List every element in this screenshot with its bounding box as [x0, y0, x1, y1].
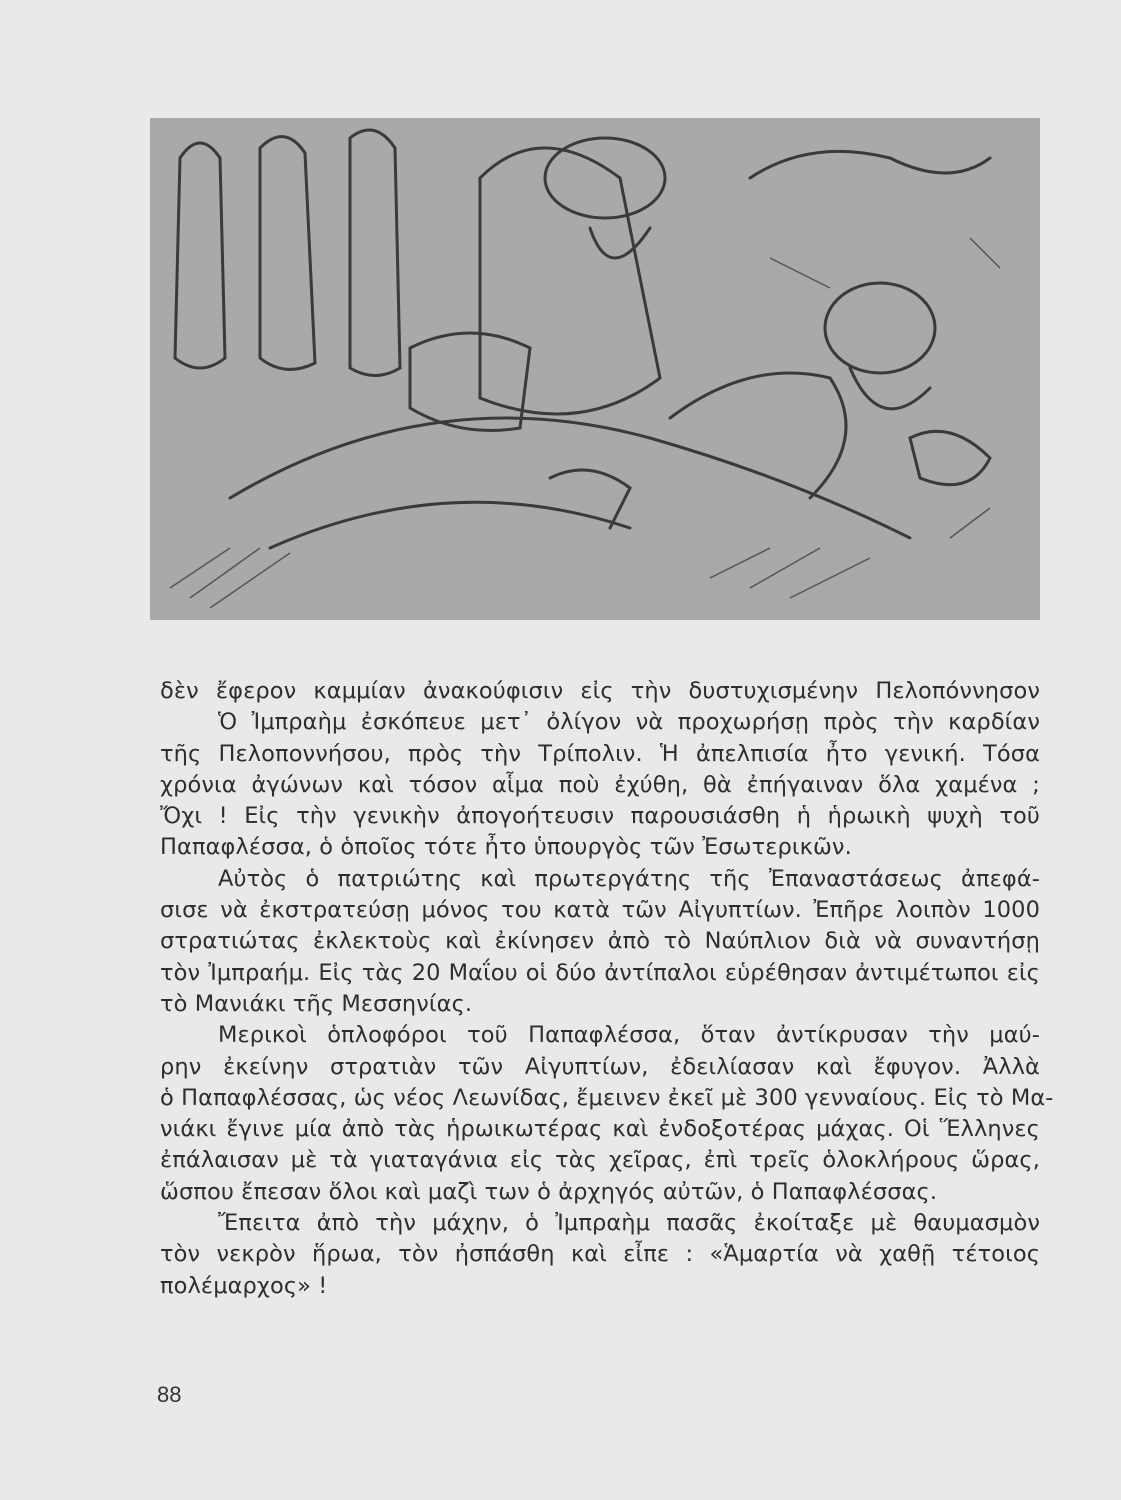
paragraph	[160, 1020, 1054, 1208]
text-line: τὸν Ἰμπραήμ. Εἰς τὰς 20 Μαΐου οἱ δύο ἀντίπαλοι εὑρέθησαν ἀντιμέτωποι εἰς	[160, 959, 1040, 986]
text-line: τῆς Πελοποννήσου, πρὸς τὴν Τρίπολιν. Ἡ ἀπελπισία ἦτο γενική. Τόσα	[160, 740, 1040, 767]
text-line: χρόνια ἀγώνων καὶ τόσον αἷμα ποὺ ἐχύθη, θὰ ἐπήγαιναν ὅλα χαμένα ;	[160, 771, 1040, 798]
illustration-battle-scene	[150, 118, 1040, 620]
text-line: Ὁ Ἰμπραὴμ ἐσκόπευε μετ᾽ ὀλίγον νὰ προχωρήσῃ πρὸς τὴν καρδίαν	[218, 709, 1040, 736]
text-line: δὲν ἔφερον καμμίαν ἀνακούφισιν εἰς τὴν δυστυχισμένην Πελοπόννησον	[160, 678, 1040, 704]
paragraph	[160, 707, 1040, 863]
text-line: ρην ἐκείνην στρατιὰν τῶν Αἰγυπτίων, ἐδειλίασαν καὶ ἔφυγον. Ἀλλὰ	[160, 1053, 1040, 1080]
text-line: νιάκι ἔγινε μία ἀπὸ τὰς ἡρωικωτέρας καὶ ἐνδοξοτέρας μάχας. Οἱ Ἕλληνες	[160, 1116, 1040, 1143]
text-line: τὸ Μανιάκι τῆς Μεσσηνίας.	[160, 990, 473, 1017]
page-number: 88	[157, 1382, 182, 1407]
body-text	[160, 676, 1054, 1302]
text-line: ὥσπου ἔπεσαν ὅλοι καὶ μαζὶ των ὁ ἀρχηγός αὐτῶν, ὁ Παπαφλέσσας.	[160, 1178, 938, 1205]
text-line: Μερικοὶ ὁπλοφόροι τοῦ Παπαφλέσσα, ὅταν ἀντίκρυσαν τὴν μαύ-	[218, 1022, 1040, 1049]
text-line: Αὐτὸς ὁ πατριώτης καὶ πρωτεργάτης τῆς Ἐπαναστάσεως ἀπεφά-	[218, 865, 1040, 892]
text-line: ἐπάλαισαν μὲ τὰ γιαταγάνια εἰς τὰς χεῖρας, ἐπὶ τρεῖς ὁλοκλήρους ὥρας,	[160, 1147, 1040, 1174]
paragraph	[160, 1208, 1040, 1302]
text-line: πολέμαρχος» !	[160, 1272, 328, 1299]
text-line: Ὄχι ! Εἰς τὴν γενικὴν ἀπογοήτευσιν παρουσιάσθη ἡ ἡρωικὴ ψυχὴ τοῦ	[160, 803, 1040, 830]
text-line: στρατιώτας ἐκλεκτοὺς καὶ ἐκίνησεν ἀπὸ τὸ Ναύπλιον διὰ νὰ συναντήσῃ	[160, 928, 1040, 955]
text-line: σισε νὰ ἐκστρατεύσῃ μόνος του κατὰ τῶν Αἰγυπτίων. Ἐπῆρε λοιπὸν 1000	[160, 897, 1040, 924]
paragraph	[160, 676, 1040, 707]
text-line: Παπαφλέσσα, ὁ ὁποῖος τότε ἦτο ὑπουργὸς τῶν Ἐσωτερικῶν.	[160, 834, 852, 861]
paragraph	[160, 864, 1040, 1020]
text-line: τὸν νεκρὸν ἥρωα, τὸν ἠσπάσθη καὶ εἶπε : «Ἁμαρτία νὰ χαθῇ τέτοιος	[160, 1241, 1040, 1268]
text-line: ὁ Παπαφλέσσας, ὡς νέος Λεωνίδας, ἔμεινεν ἐκεῖ μὲ 300 γενναίους. Εἰς τὸ Μα-	[160, 1084, 1054, 1111]
text-line: Ἔπειτα ἀπὸ τὴν μάχην, ὁ Ἰμπραὴμ πασᾶς ἐκοίταξε μὲ θαυμασμὸν	[218, 1210, 1040, 1237]
